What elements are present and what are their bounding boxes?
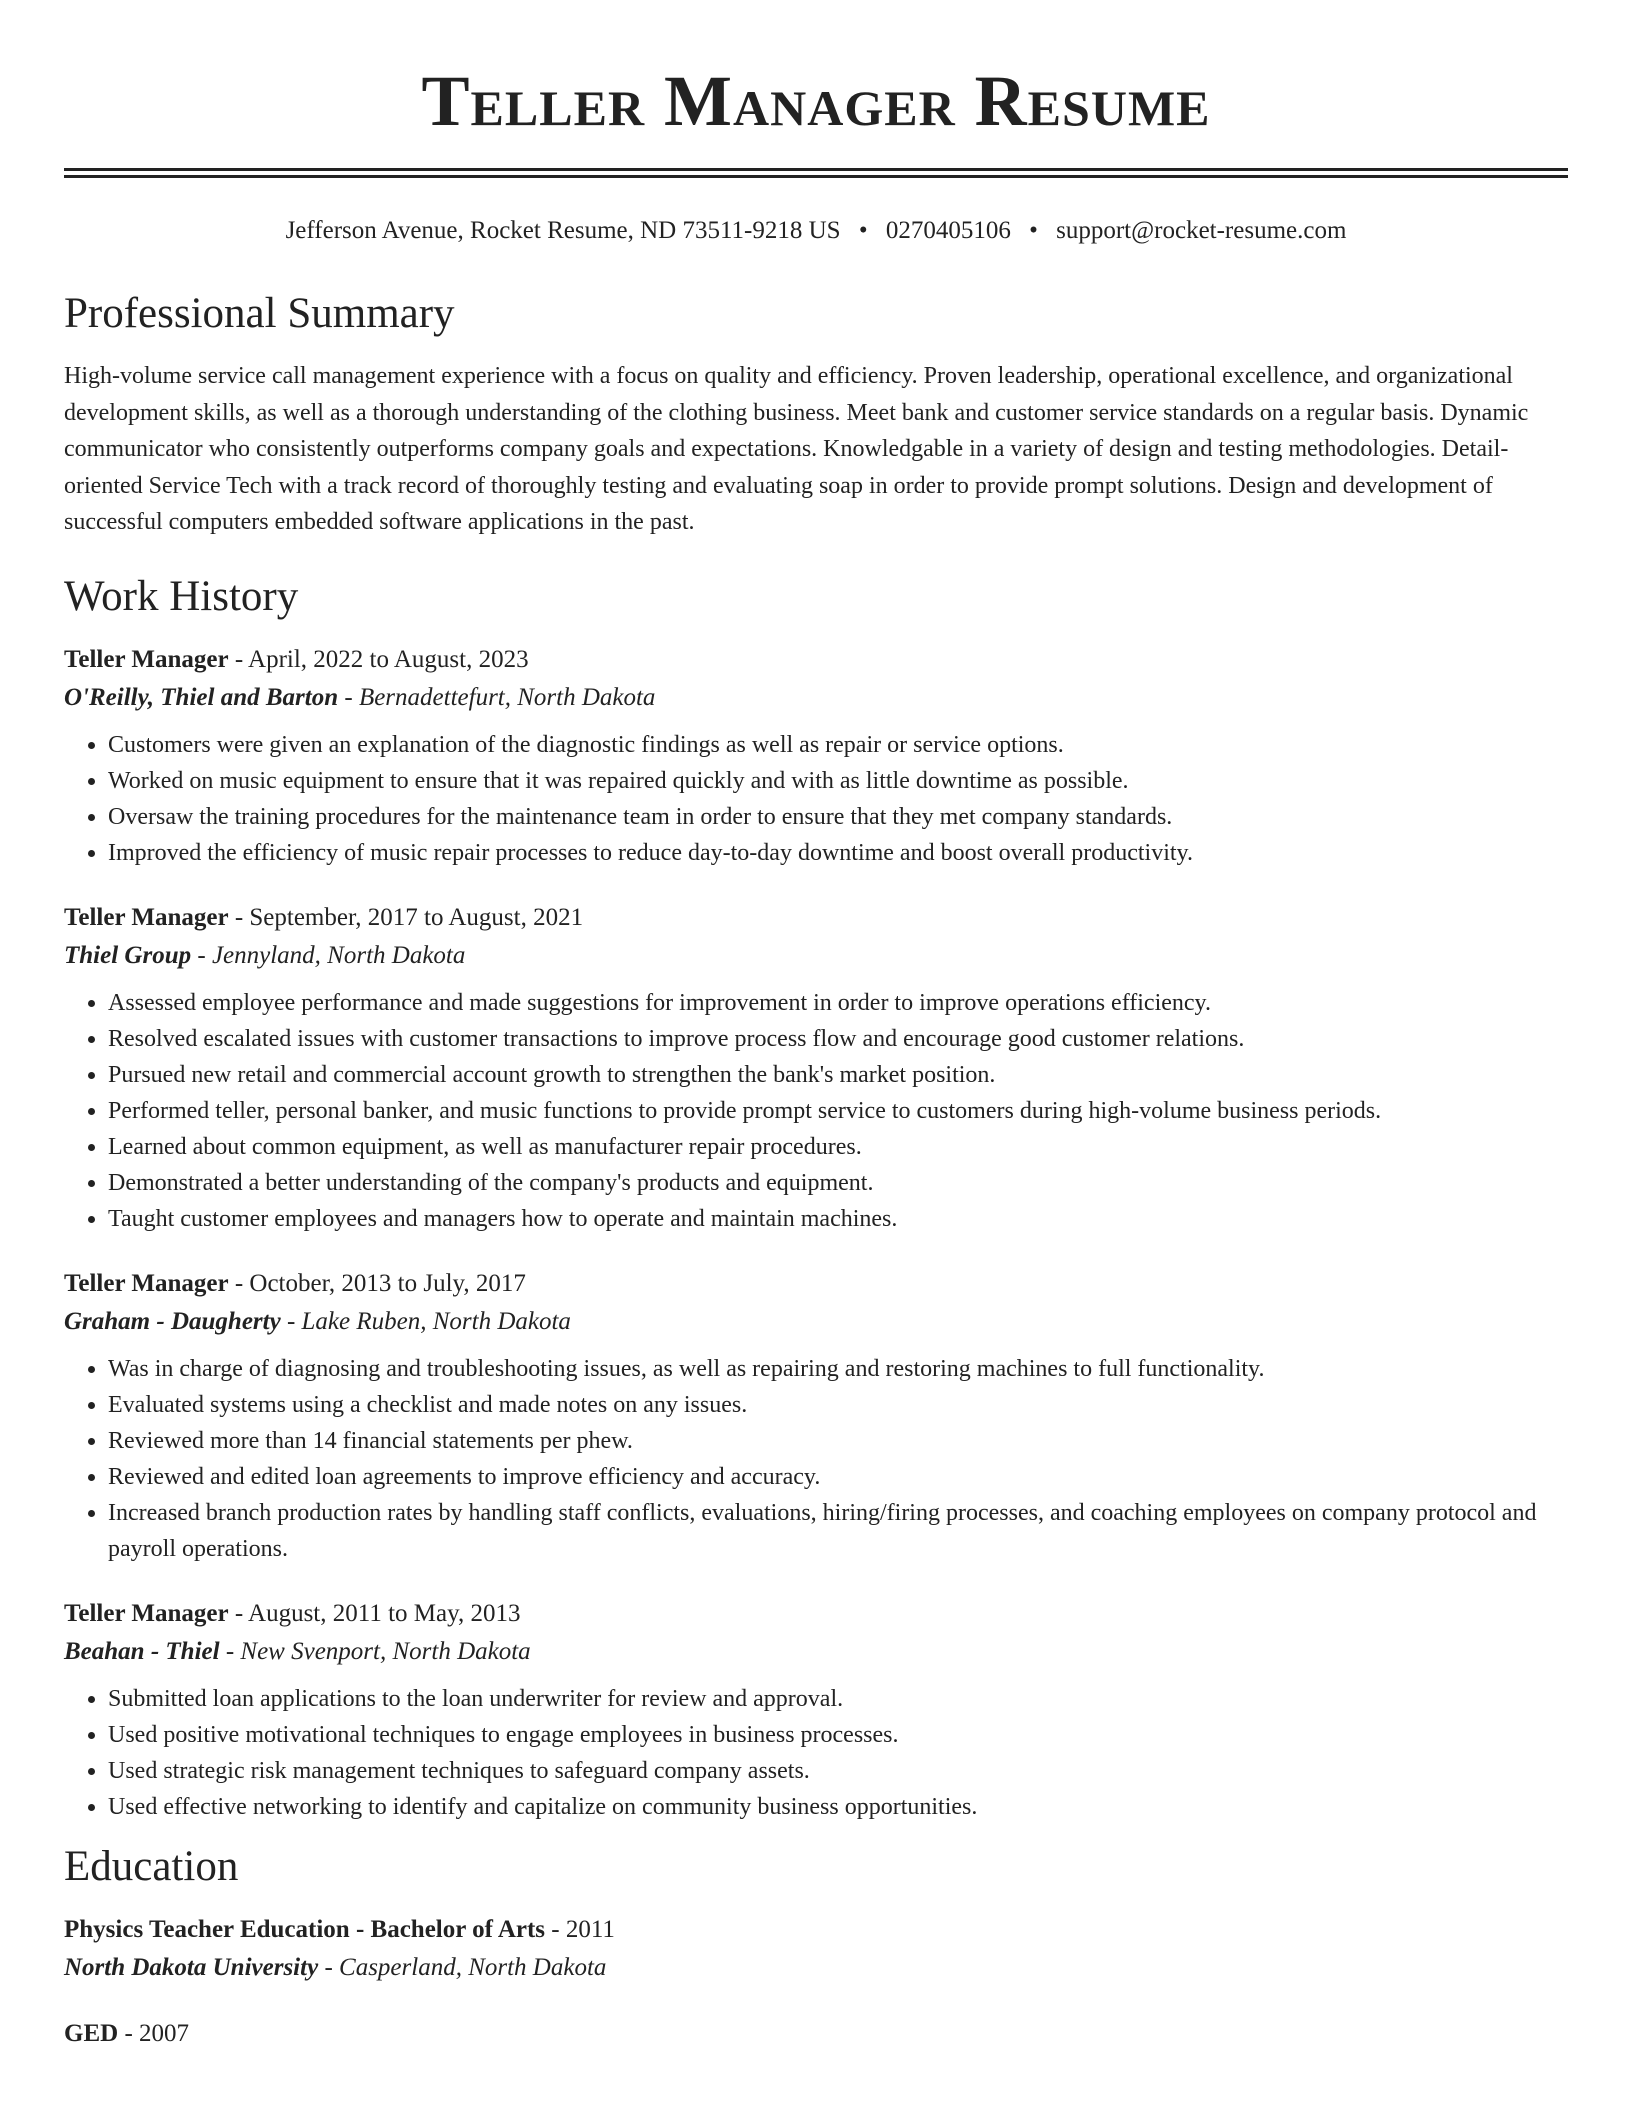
education-heading: Education [64, 1842, 239, 1890]
page-title: Teller Manager Resume [421, 61, 1211, 141]
school-line: North Dakota University - Casperland, North Dakota [64, 1953, 607, 1981]
summary-heading: Professional Summary [64, 290, 455, 337]
job-dates: April, 2022 to August, 2023 [248, 645, 529, 673]
list-item: • Evaluated systems using a checklist and made notes on any issues. [108, 1387, 1568, 1423]
degree: GED [64, 2019, 119, 2047]
work-history-heading: Work History [64, 572, 299, 620]
degree-year: 2011 [565, 1915, 615, 1943]
degree: Physics Teacher Education - Bachelor of Arts [64, 1915, 546, 1943]
job-bullets [64, 1681, 1568, 1825]
list-item: • Submitted loan applications to the loan underwriter for review and approval. [108, 1681, 1568, 1717]
degree-line: Physics Teacher Education - Bachelor of Arts - 2011 [64, 1915, 615, 1943]
job-company: Graham - Daugherty [64, 1307, 281, 1335]
job-entry [64, 1595, 1568, 1825]
job-title: Teller Manager [64, 1269, 229, 1297]
summary-text: High-volume service call management experience with a focus on quality and efficiency. Proven leadership, operational excellence, and organizational development skills, as well as a thorough understanding of the clothing business. Meet bank and customer service standards on a regular basis. Dynamic communicator who consistently outperforms company goals and expectations. Knowledgable in a variety of design and testing methodologies. Detail-oriented Service Tech with a track record of thoroughly testing and evaluating soap in order to provide prompt solutions. Design and development of successful computers embedded software applications in the past. [64, 363, 1529, 535]
job-title: Teller Manager [64, 645, 229, 673]
contact-address: Jefferson Avenue, Rocket Resume, ND 73511-9218 US [285, 217, 841, 244]
degree-line: GED - 2007 [64, 2019, 190, 2047]
list-item: • Resolved escalated issues with customer transactions to improve process flow and encourage good customer relations. [108, 1021, 1568, 1057]
contact-email: support@rocket-resume.com [1056, 217, 1347, 244]
education-entry [64, 1911, 1568, 1987]
job-title: Teller Manager [64, 903, 229, 931]
job-company-line: Graham - Daugherty - Lake Ruben, North Dakota [64, 1307, 571, 1335]
job-bullets [64, 727, 1568, 871]
job-entry [64, 641, 1568, 871]
list-item: • Used strategic risk management techniques to safeguard company assets. [108, 1753, 1568, 1789]
job-title-line: Teller Manager - August, 2011 to May, 2013 [64, 1599, 521, 1627]
job-bullets [64, 985, 1568, 1237]
job-bullets [64, 1351, 1568, 1567]
list-item: • Customers were given an explanation of the diagnostic findings as well as repair or service options. [108, 727, 1568, 763]
degree-year: 2007 [139, 2019, 190, 2047]
job-entry [64, 1265, 1568, 1567]
resume-page [64, 0, 1568, 2053]
job-company: Thiel Group [64, 941, 192, 969]
job-location: New Svenport, North Dakota [240, 1637, 531, 1665]
job-title: Teller Manager [64, 1599, 229, 1627]
job-dates: August, 2011 to May, 2013 [248, 1599, 521, 1627]
contact-phone: 0270405106 [885, 217, 1011, 244]
job-company: Beahan - Thiel [64, 1637, 220, 1665]
list-item: • Assessed employee performance and made suggestions for improvement in order to improve operations efficiency. [108, 985, 1568, 1021]
job-company-line: O'Reilly, Thiel and Barton - Bernadettefurt, North Dakota [64, 683, 656, 711]
school: North Dakota University [64, 1953, 319, 1981]
contact-separator: • [1029, 217, 1038, 244]
list-item: • Reviewed and edited loan agreements to improve efficiency and accuracy. [108, 1459, 1568, 1495]
job-company: O'Reilly, Thiel and Barton [64, 683, 339, 711]
list-item: • Taught customer employees and managers how to operate and maintain machines. [108, 1201, 1568, 1237]
job-company-line: Thiel Group - Jennyland, North Dakota [64, 941, 466, 969]
job-location: Bernadettefurt, North Dakota [358, 683, 656, 711]
list-item: • Demonstrated a better understanding of the company's products and equipment. [108, 1165, 1568, 1201]
list-item: • Pursued new retail and commercial account growth to strengthen the bank's market position. [108, 1057, 1568, 1093]
job-title-line: Teller Manager - October, 2013 to July, 2017 [64, 1269, 526, 1297]
job-location: Lake Ruben, North Dakota [301, 1307, 571, 1335]
job-title-line: Teller Manager - September, 2017 to August, 2021 [64, 903, 584, 931]
job-dates: October, 2013 to July, 2017 [249, 1269, 526, 1297]
list-item: • Improved the efficiency of music repair processes to reduce day-to-day downtime and boost overall productivity. [108, 835, 1568, 871]
list-item: • Was in charge of diagnosing and troubleshooting issues, as well as repairing and restoring machines to full functionality. [108, 1351, 1568, 1387]
title-divider [64, 168, 1568, 178]
list-item: • Reviewed more than 14 financial statements per phew. [108, 1423, 1568, 1459]
job-company-line: Beahan - Thiel - New Svenport, North Dakota [64, 1637, 531, 1665]
job-entry [64, 899, 1568, 1237]
list-item: • Used positive motivational techniques to engage employees in business processes. [108, 1717, 1568, 1753]
school-location: Casperland, North Dakota [339, 1953, 607, 1981]
job-dates: September, 2017 to August, 2021 [249, 903, 584, 931]
job-title-line: Teller Manager - April, 2022 to August, 2023 [64, 645, 529, 673]
list-item: • Performed teller, personal banker, and music functions to provide prompt service to customers during high-volume business periods. [108, 1093, 1568, 1129]
list-item: • Oversaw the training procedures for the maintenance team in order to ensure that they met company standards. [108, 799, 1568, 835]
list-item: • Worked on music equipment to ensure that it was repaired quickly and with as little downtime as possible. [108, 763, 1568, 799]
job-location: Jennyland, North Dakota [211, 941, 466, 969]
list-item: • Increased branch production rates by handling staff conflicts, evaluations, hiring/firing processes, and coaching employees on company protocol and payroll operations. [108, 1495, 1568, 1567]
contact-separator: • [858, 217, 868, 244]
list-item: • Used effective networking to identify and capitalize on community business opportunities. [108, 1789, 1568, 1825]
education-entry [64, 2015, 1568, 2053]
contact-line [64, 214, 1568, 248]
list-item: • Learned about common equipment, as well as manufacturer repair procedures. [108, 1129, 1568, 1165]
